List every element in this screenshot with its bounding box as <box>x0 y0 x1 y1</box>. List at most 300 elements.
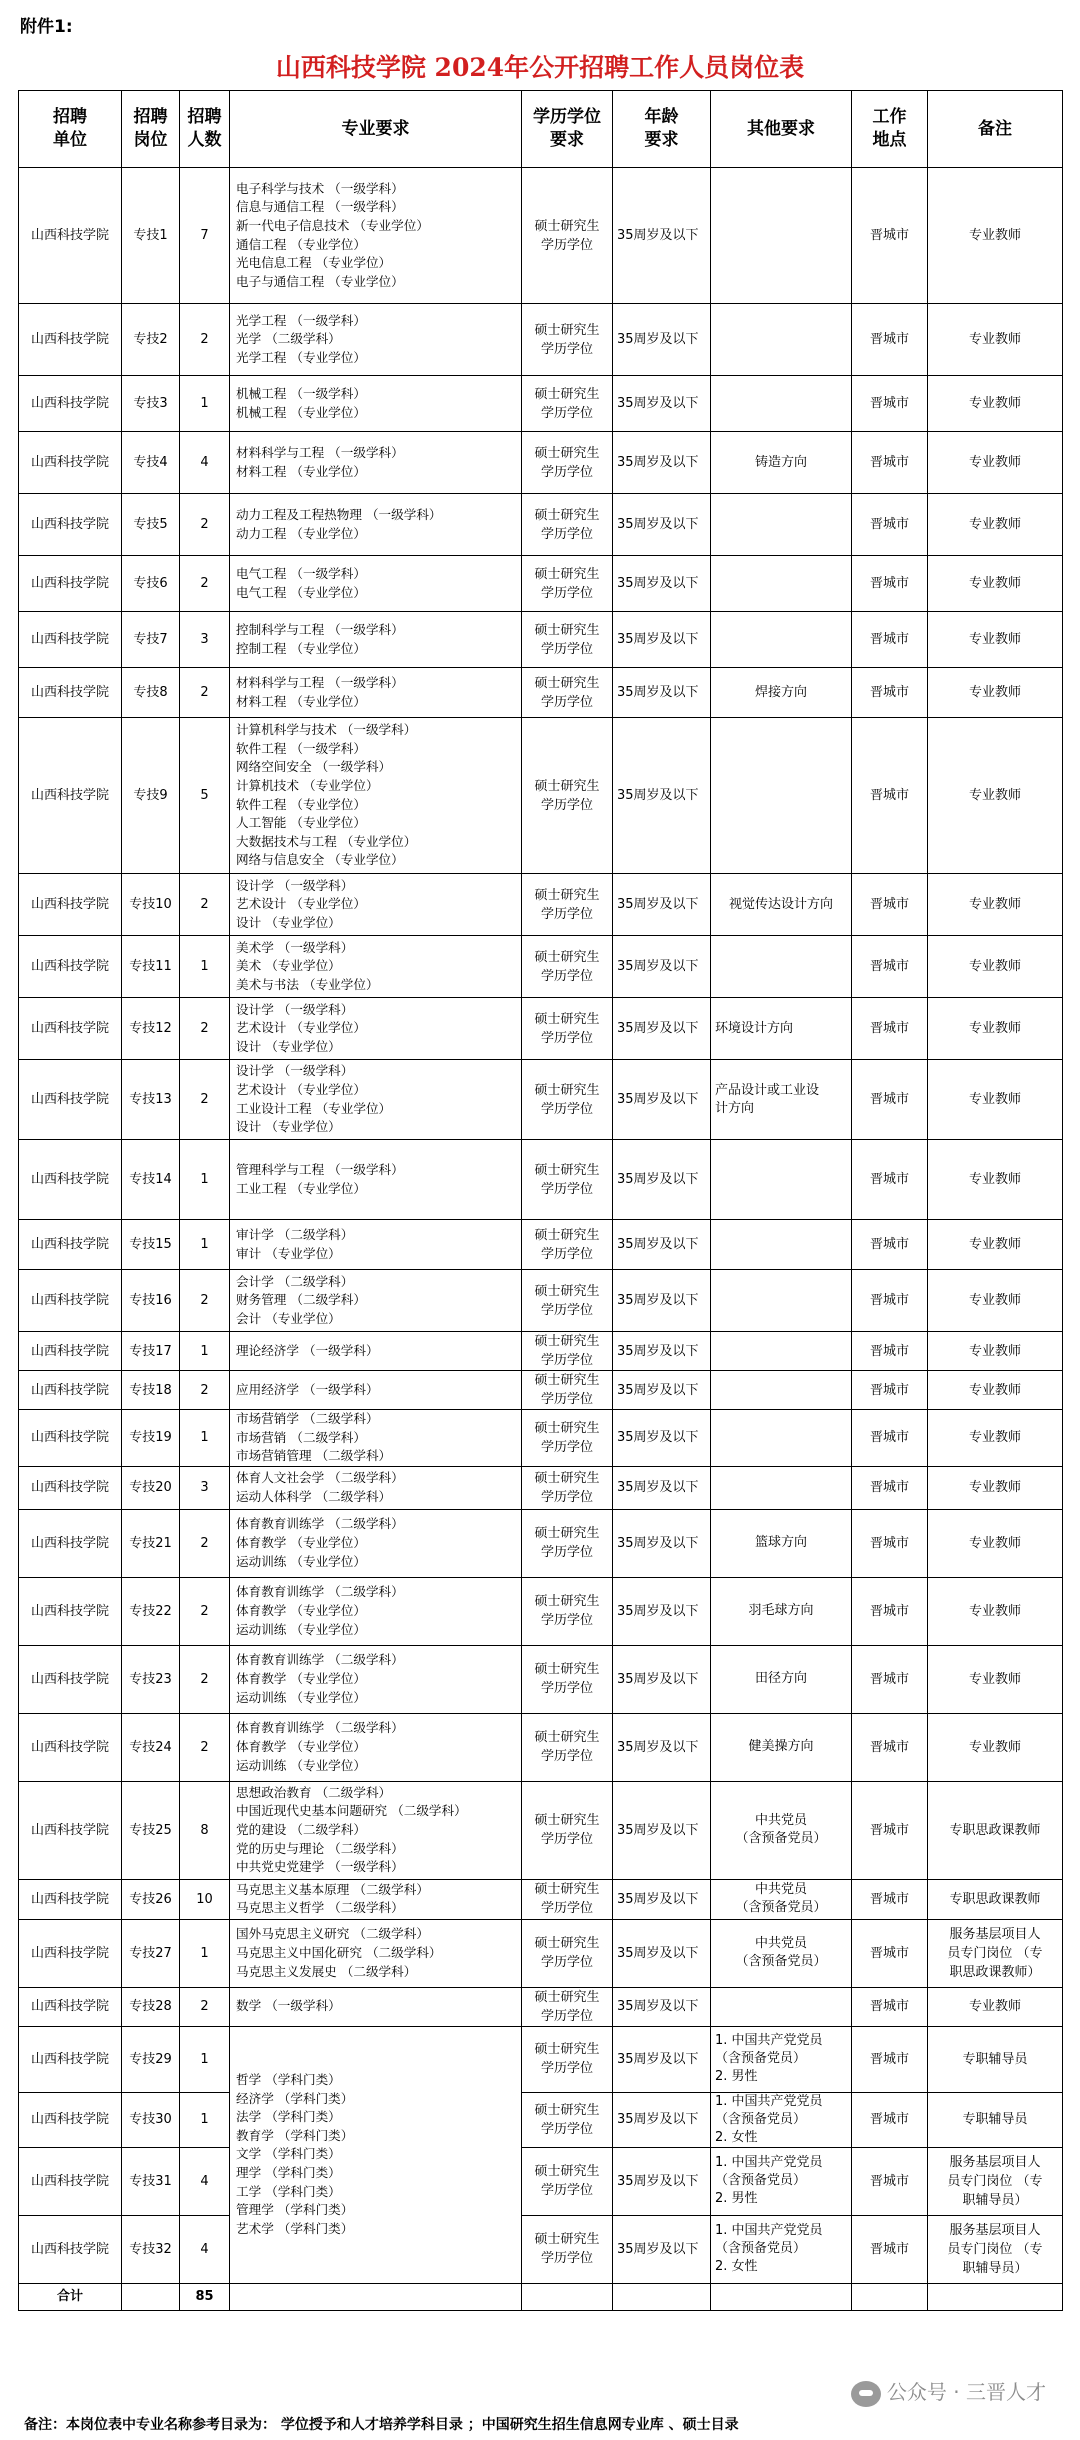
table-row <box>19 1220 1063 1270</box>
note-line: 专业教师 <box>968 1603 1021 1619</box>
table-row <box>19 556 1063 612</box>
major-line: 通信工程 （专业学位） <box>236 236 366 252</box>
cell-age: 35周岁及以下 <box>613 1466 711 1509</box>
table-row <box>19 494 1063 556</box>
cell-other <box>711 2092 852 2147</box>
cell-majors-shared <box>230 2026 522 2283</box>
cell-unit: 山西科技学院 <box>19 1509 122 1577</box>
cell-degree <box>522 718 613 874</box>
degree-line: 硕士研究生 <box>534 887 600 903</box>
cell-post: 专技6 <box>122 556 180 612</box>
cell-other <box>711 304 852 376</box>
cell-unit: 山西科技学院 <box>19 1645 122 1713</box>
cell-post: 专技2 <box>122 304 180 376</box>
cell-unit: 山西科技学院 <box>19 1220 122 1270</box>
major-line: 马克思主义发展史 （二级学科） <box>236 1963 417 1979</box>
cell-post: 专技17 <box>122 1332 180 1371</box>
other-line: 田径方向 <box>754 1671 807 1687</box>
cell-age: 35周岁及以下 <box>613 1270 711 1332</box>
cell-count: 2 <box>180 1060 230 1140</box>
note-line: 专业教师 <box>968 517 1021 532</box>
note-line: 专业教师 <box>968 1237 1021 1252</box>
major-line: 控制科学与工程 （一级学科） <box>236 621 404 637</box>
degree-line: 硕士研究生 <box>534 949 600 965</box>
major-line: 工业工程 （专业学位） <box>236 1180 366 1196</box>
other-line: 2. 男性 <box>715 2191 758 2207</box>
cell-age: 35周岁及以下 <box>613 2215 711 2283</box>
cell-place: 晋城市 <box>852 1781 928 1879</box>
degree-line: 学历学位 <box>540 405 593 421</box>
cell-place: 晋城市 <box>852 432 928 494</box>
other-line: 中共党员 <box>754 1882 807 1898</box>
cell-post: 专技23 <box>122 1645 180 1713</box>
cell-count: 5 <box>180 718 230 874</box>
major-line: 体育教育训练学 （二级学科） <box>236 1584 404 1600</box>
other-line: （含预备党员） <box>735 1831 827 1847</box>
major-line: 理学 （学科门类） <box>236 2165 341 2181</box>
cell-degree <box>522 874 613 936</box>
cell-post: 专技16 <box>122 1270 180 1332</box>
cell-majors <box>230 1220 522 1270</box>
cell-count: 4 <box>180 432 230 494</box>
table-row <box>19 1270 1063 1332</box>
cell-age: 35周岁及以下 <box>613 998 711 1060</box>
cell-majors <box>230 1577 522 1645</box>
major-line: 运动人体科学 （二级学科） <box>236 1488 392 1504</box>
cell-unit: 山西科技学院 <box>19 2215 122 2283</box>
cell-degree <box>522 936 613 998</box>
table-row <box>19 1466 1063 1509</box>
cell-other <box>711 998 852 1060</box>
major-line: 法学 （学科门类） <box>236 2109 341 2125</box>
cell-unit: 山西科技学院 <box>19 556 122 612</box>
major-line: 设计学 （一级学科） <box>236 1001 354 1017</box>
degree-line: 学历学位 <box>540 2061 593 2077</box>
cell-post: 专技31 <box>122 2147 180 2215</box>
cell-place: 晋城市 <box>852 494 928 556</box>
header-text: 单位 <box>53 130 87 150</box>
degree-line: 硕士研究生 <box>534 1011 600 1027</box>
degree-line: 学历学位 <box>540 237 593 253</box>
cell-note <box>928 1270 1063 1332</box>
cell-other <box>711 1577 852 1645</box>
header-count <box>180 91 230 168</box>
cell-unit: 山西科技学院 <box>19 168 122 304</box>
table-row <box>19 612 1063 668</box>
degree-line: 学历学位 <box>540 1181 593 1197</box>
cell-count: 2 <box>180 304 230 376</box>
major-line: 美术 （专业学位） <box>236 958 341 974</box>
cell-other <box>711 612 852 668</box>
degree-line: 学历学位 <box>540 906 593 922</box>
cell-count: 2 <box>180 1577 230 1645</box>
major-line: 会计学 （二级学科） <box>236 1273 354 1289</box>
degree-line: 学历学位 <box>540 2251 593 2267</box>
cell-post: 专技28 <box>122 1987 180 2026</box>
note-line: 专业教师 <box>968 1430 1021 1446</box>
cell-note <box>928 2026 1063 2092</box>
cell-age: 35周岁及以下 <box>613 376 711 432</box>
cell-note <box>928 376 1063 432</box>
cell-unit: 山西科技学院 <box>19 1060 122 1140</box>
major-line: 设计 （专业学位） <box>236 1119 341 1135</box>
cell-majors <box>230 936 522 998</box>
other-line: 篮球方向 <box>754 1535 807 1551</box>
note-line: 专业教师 <box>968 396 1021 411</box>
major-line: 马克思主义中国化研究 （二级学科） <box>236 1944 442 1960</box>
cell-note <box>928 1781 1063 1879</box>
cell-other <box>711 1987 852 2026</box>
cell-age: 35周岁及以下 <box>613 432 711 494</box>
degree-line: 学历学位 <box>540 1101 593 1117</box>
table-row <box>19 668 1063 718</box>
note-line: 员专门岗位 （专 <box>947 2173 1043 2189</box>
cell-degree <box>522 1781 613 1879</box>
cell-place: 晋城市 <box>852 2092 928 2147</box>
total-row <box>19 2283 1063 2310</box>
degree-line: 硕士研究生 <box>534 1936 600 1952</box>
cell-note <box>928 1509 1063 1577</box>
cell-other <box>711 1410 852 1467</box>
degree-line: 学历学位 <box>540 1613 593 1629</box>
cell-age: 35周岁及以下 <box>613 2147 711 2215</box>
cell-other <box>711 1919 852 1987</box>
cell-place: 晋城市 <box>852 1509 928 1577</box>
major-line: 经济学 （学科门类） <box>236 2090 354 2106</box>
cell-count: 1 <box>180 936 230 998</box>
cell-unit: 山西科技学院 <box>19 494 122 556</box>
major-line: 电气工程 （专业学位） <box>236 584 366 600</box>
note-line: 专业教师 <box>968 788 1021 803</box>
cell-unit: 山西科技学院 <box>19 612 122 668</box>
cell-note <box>928 936 1063 998</box>
table-row <box>19 1781 1063 1879</box>
other-line: 环境设计方向 <box>715 1020 794 1036</box>
total-empty-cell <box>522 2283 613 2310</box>
cell-place: 晋城市 <box>852 612 928 668</box>
major-line: 审计 （专业学位） <box>236 1245 341 1261</box>
degree-line: 学历学位 <box>540 341 593 357</box>
cell-unit: 山西科技学院 <box>19 1332 122 1371</box>
cell-unit: 山西科技学院 <box>19 718 122 874</box>
major-line: 新一代电子信息技术 （专业学位） <box>236 217 429 233</box>
cell-degree <box>522 1140 613 1220</box>
major-line: 运动训练 （专业学位） <box>236 1621 366 1637</box>
cell-count: 2 <box>180 998 230 1060</box>
degree-line: 硕士研究生 <box>534 622 600 638</box>
cell-place: 晋城市 <box>852 556 928 612</box>
major-line: 会计 （专业学位） <box>236 1310 341 1326</box>
cell-other <box>711 376 852 432</box>
cell-majors <box>230 494 522 556</box>
cell-degree <box>522 2026 613 2092</box>
cell-degree <box>522 1645 613 1713</box>
major-line: 管理学 （学科门类） <box>236 2202 354 2218</box>
cell-other <box>711 1270 852 1332</box>
degree-line: 硕士研究生 <box>534 2164 600 2180</box>
degree-line: 硕士研究生 <box>534 1662 600 1678</box>
major-line: 运动训练 （专业学位） <box>236 1553 366 1569</box>
cell-place: 晋城市 <box>852 1332 928 1371</box>
major-line: 网络与信息安全 （专业学位） <box>236 852 404 868</box>
other-line: 1. 中国共产党党员 <box>715 2033 823 2049</box>
note-line: 服务基层项目人 <box>949 2154 1041 2170</box>
cell-count: 2 <box>180 1270 230 1332</box>
table-row <box>19 2147 1063 2215</box>
cell-post: 专技7 <box>122 612 180 668</box>
major-line: 大数据技术与工程 （专业学位） <box>236 833 417 849</box>
cell-majors <box>230 1140 522 1220</box>
cell-other <box>711 1332 852 1371</box>
cell-post: 专技29 <box>122 2026 180 2092</box>
degree-line: 学历学位 <box>540 526 593 542</box>
header-text: 招聘 <box>53 107 87 128</box>
total-count: 85 <box>180 2283 230 2310</box>
table-row <box>19 2092 1063 2147</box>
page-title: 山西科技学院 2024年公开招聘工作人员岗位表 <box>275 53 805 82</box>
header-text: 备注 <box>978 118 1012 139</box>
cell-majors <box>230 168 522 304</box>
cell-degree <box>522 1509 613 1577</box>
cell-unit: 山西科技学院 <box>19 1410 122 1467</box>
header-other <box>711 91 852 168</box>
cell-unit: 山西科技学院 <box>19 1466 122 1509</box>
other-line: 视觉传达设计方向 <box>728 896 833 912</box>
cell-degree <box>522 612 613 668</box>
attachment-label: 附件1: <box>20 17 73 37</box>
note-line: 专职思政课教师 <box>949 1822 1041 1838</box>
header-note <box>928 91 1063 168</box>
cell-count: 4 <box>180 2215 230 2283</box>
major-line: 艺术设计 （专业学位） <box>236 1020 366 1036</box>
cell-unit: 山西科技学院 <box>19 1781 122 1879</box>
degree-line: 硕士研究生 <box>534 1283 600 1299</box>
cell-age: 35周岁及以下 <box>613 1371 711 1410</box>
degree-line: 学历学位 <box>540 641 593 657</box>
cell-note <box>928 668 1063 718</box>
cell-place: 晋城市 <box>852 1371 928 1410</box>
cell-other <box>711 1645 852 1713</box>
cell-count: 1 <box>180 2026 230 2092</box>
cell-post: 专技9 <box>122 718 180 874</box>
note-line: 职思政课教师） <box>949 1964 1041 1980</box>
degree-line: 学历学位 <box>540 1832 593 1848</box>
major-line: 运动训练 （专业学位） <box>236 1757 366 1773</box>
major-line: 软件工程 （专业学位） <box>236 796 366 812</box>
degree-line: 硕士研究生 <box>534 2102 600 2118</box>
cell-other <box>711 2147 852 2215</box>
cell-note <box>928 874 1063 936</box>
cell-unit: 山西科技学院 <box>19 1270 122 1332</box>
cell-post: 专技5 <box>122 494 180 556</box>
cell-other <box>711 1879 852 1919</box>
other-line: 中共党员 <box>754 1936 807 1952</box>
cell-place: 晋城市 <box>852 1270 928 1332</box>
cell-place: 晋城市 <box>852 718 928 874</box>
degree-line: 硕士研究生 <box>534 1082 600 1098</box>
cell-age: 35周岁及以下 <box>613 1781 711 1879</box>
cell-note <box>928 1332 1063 1371</box>
cell-place: 晋城市 <box>852 998 928 1060</box>
degree-line: 学历学位 <box>540 1392 593 1407</box>
cell-post: 专技27 <box>122 1919 180 1987</box>
table-row <box>19 1713 1063 1781</box>
cell-note <box>928 1060 1063 1140</box>
cell-place: 晋城市 <box>852 1919 928 1987</box>
cell-other <box>711 1060 852 1140</box>
table-row <box>19 1332 1063 1371</box>
major-line: 计算机技术 （专业学位） <box>236 777 379 793</box>
table-row <box>19 1140 1063 1220</box>
cell-post: 专技8 <box>122 668 180 718</box>
degree-line: 硕士研究生 <box>534 778 600 794</box>
major-line: 电气工程 （一级学科） <box>236 565 366 581</box>
cell-majors <box>230 1781 522 1879</box>
header-post <box>122 91 180 168</box>
cell-post: 专技11 <box>122 936 180 998</box>
major-line: 网络空间安全 （一级学科） <box>236 759 392 775</box>
cell-unit: 山西科技学院 <box>19 376 122 432</box>
cell-note <box>928 494 1063 556</box>
total-empty-cell <box>122 2283 180 2310</box>
major-line: 党的建设 （二级学科） <box>236 1821 366 1837</box>
cell-majors <box>230 432 522 494</box>
cell-age: 35周岁及以下 <box>613 1220 711 1270</box>
cell-degree <box>522 1713 613 1781</box>
cell-post: 专技3 <box>122 376 180 432</box>
other-line: 1. 中国共产党党员 <box>715 2223 823 2239</box>
degree-line: 硕士研究生 <box>534 218 600 234</box>
degree-line: 硕士研究生 <box>534 1470 600 1486</box>
header-text: 地点 <box>872 130 907 150</box>
cell-age: 35周岁及以下 <box>613 1060 711 1140</box>
cell-unit: 山西科技学院 <box>19 2092 122 2147</box>
note-line: 专业教师 <box>968 897 1021 912</box>
degree-line: 硕士研究生 <box>534 1526 600 1542</box>
cell-place: 晋城市 <box>852 2147 928 2215</box>
recruitment-table <box>18 90 1063 2311</box>
major-line: 理论经济学 （一级学科） <box>236 1342 379 1358</box>
cell-age: 35周岁及以下 <box>613 1713 711 1781</box>
header-text: 要求 <box>550 130 584 150</box>
other-line: 1. 中国共产党党员 <box>715 2155 823 2171</box>
cell-post: 专技1 <box>122 168 180 304</box>
cell-place: 晋城市 <box>852 936 928 998</box>
cell-count: 1 <box>180 1919 230 1987</box>
cell-other <box>711 556 852 612</box>
major-line: 体育教学 （专业学位） <box>236 1602 366 1618</box>
cell-unit: 山西科技学院 <box>19 668 122 718</box>
degree-line: 学历学位 <box>540 1681 593 1697</box>
cell-other <box>711 1509 852 1577</box>
major-line: 运动训练 （专业学位） <box>236 1689 366 1705</box>
header-text: 招聘 <box>133 107 168 128</box>
note-line: 专业教师 <box>968 1021 1021 1036</box>
cell-unit: 山西科技学院 <box>19 1713 122 1781</box>
cell-note <box>928 2092 1063 2147</box>
header-text: 要求 <box>644 130 679 150</box>
note-line: 服务基层项目人 <box>949 2222 1041 2238</box>
note-line: 职辅导员） <box>962 2192 1028 2208</box>
major-line: 思想政治教育 （二级学科） <box>236 1784 392 1800</box>
cell-count: 8 <box>180 1781 230 1879</box>
cell-post: 专技15 <box>122 1220 180 1270</box>
other-line: 羽毛球方向 <box>748 1603 814 1619</box>
cell-count: 2 <box>180 668 230 718</box>
major-line: 材料科学与工程 （一级学科） <box>236 444 404 460</box>
other-line: 健美操方向 <box>748 1739 814 1755</box>
note-line: 专业教师 <box>968 1293 1021 1308</box>
cell-degree <box>522 668 613 718</box>
cell-note <box>928 1577 1063 1645</box>
major-line: 美术与书法 （专业学位） <box>236 976 379 992</box>
note-line: 专业教师 <box>968 1172 1021 1187</box>
table-row <box>19 1987 1063 2026</box>
cell-degree <box>522 304 613 376</box>
cell-place: 晋城市 <box>852 1987 928 2026</box>
table-row <box>19 1509 1063 1577</box>
cell-age: 35周岁及以下 <box>613 1410 711 1467</box>
cell-degree <box>522 1919 613 1987</box>
degree-line: 学历学位 <box>540 2008 593 2024</box>
cell-age: 35周岁及以下 <box>613 304 711 376</box>
cell-note <box>928 1919 1063 1987</box>
major-line: 电子与通信工程 （专业学位） <box>236 273 404 289</box>
degree-line: 学历学位 <box>540 1545 593 1561</box>
cell-note <box>928 2147 1063 2215</box>
cell-age: 35周岁及以下 <box>613 718 711 874</box>
other-line: （含预备党员） <box>735 1900 827 1916</box>
cell-note <box>928 1220 1063 1270</box>
cell-place: 晋城市 <box>852 874 928 936</box>
cell-note <box>928 1879 1063 1919</box>
cell-age: 35周岁及以下 <box>613 2092 711 2147</box>
header-place <box>852 91 928 168</box>
cell-degree <box>522 1332 613 1371</box>
cell-age: 35周岁及以下 <box>613 2026 711 2092</box>
cell-age: 35周岁及以下 <box>613 1879 711 1919</box>
cell-majors <box>230 668 522 718</box>
cell-age: 35周岁及以下 <box>613 936 711 998</box>
cell-place: 晋城市 <box>852 376 928 432</box>
table-row <box>19 1879 1063 1919</box>
cell-unit: 山西科技学院 <box>19 1140 122 1220</box>
degree-line: 学历学位 <box>540 968 593 984</box>
major-line: 艺术学 （学科门类） <box>236 2220 354 2236</box>
major-line: 动力工程 （专业学位） <box>236 525 366 541</box>
other-line: 计方向 <box>715 1100 755 1116</box>
note-line: 专业教师 <box>968 1999 1021 2015</box>
other-line: 中共党员 <box>754 1813 807 1829</box>
degree-line: 硕士研究生 <box>534 1813 600 1829</box>
cell-note <box>928 1466 1063 1509</box>
cell-place: 晋城市 <box>852 1713 928 1781</box>
cell-other <box>711 168 852 304</box>
major-line: 工业设计工程 （专业学位） <box>236 1100 392 1116</box>
cell-count: 2 <box>180 1509 230 1577</box>
cell-unit: 山西科技学院 <box>19 2147 122 2215</box>
cell-post: 专技32 <box>122 2215 180 2283</box>
cell-post: 专技22 <box>122 1577 180 1645</box>
cell-other <box>711 432 852 494</box>
major-line: 市场营销管理 （二级学科） <box>236 1448 392 1464</box>
cell-age: 35周岁及以下 <box>613 1332 711 1371</box>
cell-count: 1 <box>180 376 230 432</box>
note-line: 专业教师 <box>968 1535 1021 1551</box>
cell-post: 专技14 <box>122 1140 180 1220</box>
cell-count: 3 <box>180 612 230 668</box>
cell-count: 2 <box>180 1987 230 2026</box>
